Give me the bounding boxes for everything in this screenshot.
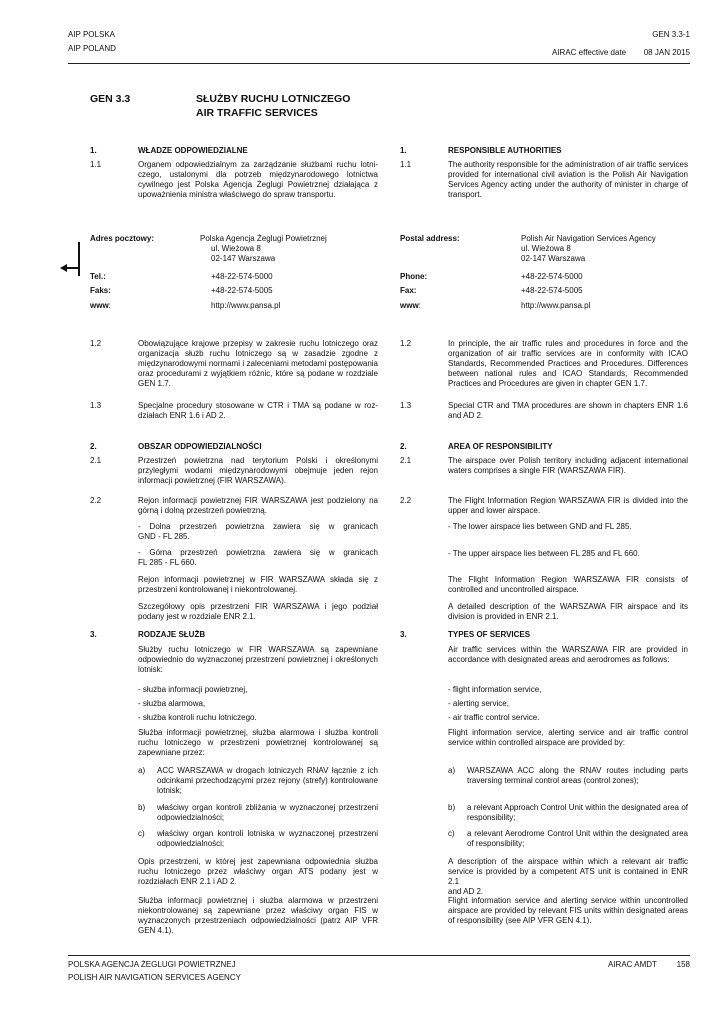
line: czego, ustalonymi dla potrzeb międzynarodowego lotnictwa (138, 170, 378, 179)
en-www-text: www (400, 301, 419, 310)
line: service within controlled airspace are provided by: (448, 738, 625, 747)
pl-p3a (138, 645, 378, 675)
line: zapewniane przez: (138, 748, 205, 757)
line: Opis przestrzeni, w której jest zapewniana odpowiednia służba (138, 857, 378, 866)
header-org-pl: AIP POLSKA (68, 30, 115, 39)
line: Rejon informacji powietrznej FIR WARSZAWA jest podzielony na (138, 496, 378, 505)
en-p3c (467, 766, 688, 786)
line: transport. (448, 190, 482, 199)
line: The Flight Information Region WARSZAWA FIR is divided into the (448, 496, 688, 505)
en-www-link[interactable]: http://www.pansa.pl (521, 301, 591, 310)
line: międzynarodowymi normami i zaleceniami metodami postępowania (138, 359, 378, 368)
pl-p12-num: 1.2 (90, 339, 102, 348)
en-p3-item-1: - flight information service, (448, 685, 542, 694)
en-p3d-marker: b) (448, 803, 456, 812)
en-p12 (448, 339, 688, 389)
pl-p3d-marker: b) (138, 803, 146, 812)
pl-p22-num: 2.2 (90, 496, 102, 505)
pl-p3c (157, 766, 378, 796)
line: Air traffic services within the WARSZAWA FIR are provided in (448, 645, 688, 654)
line: Polska Agencja Żeglugi Powietrznej (200, 234, 327, 243)
pl-p3d (157, 803, 378, 823)
line: ruchu lotniczego przez właściwy organ ATS podany jest w (138, 867, 378, 876)
en-p11-num: 1.1 (400, 160, 412, 169)
line: górną i dolną przestrzeń powietrzną. (138, 506, 267, 515)
en-p3g (448, 896, 688, 926)
footer-amdt-label: AIRAC AMDT (608, 960, 657, 969)
line: GND - FL 285. (138, 532, 190, 541)
pl-p3-item-2: - służba alarmowa, (138, 699, 206, 708)
line: division is provided in ENR 2.1. (448, 612, 559, 621)
header-rule (68, 63, 690, 64)
pl-p3f (138, 857, 378, 887)
pl-p13-num: 1.3 (90, 401, 102, 410)
pl-www-label (90, 301, 111, 311)
line: ul. Wieżowa 8 (521, 244, 571, 253)
line: of responsibility; (467, 839, 525, 848)
line: Szczegółowy opis przestrzeni FIR WARSZAWA i jego podział (138, 602, 378, 611)
header-page-id: GEN 3.3-1 (652, 30, 690, 39)
line: Służby ruchu lotniczego w FIR WARSZAWA są zapewniane (138, 645, 378, 654)
header-org-en: AIP POLAND (68, 44, 116, 53)
en-fax-label: Fax: (400, 286, 417, 295)
en-p3f (448, 857, 688, 897)
en-p22a: - The lower airspace lies between GND and FL 285. (448, 522, 632, 531)
line: ul. Wieżowa 8 (211, 244, 261, 253)
en-p22c (448, 575, 688, 595)
pl-p22d (138, 602, 378, 622)
en-www-label (400, 301, 421, 311)
en-www-colon: : (418, 301, 421, 310)
en-p21-num: 2.1 (400, 456, 412, 465)
line: airspace are provided by relevant FIS units within designated areas (448, 906, 688, 915)
line: a relevant Aerodrome Control Unit within the designated area (467, 829, 688, 838)
pl-p22c (138, 575, 378, 595)
line: In principle, the air traffic rules and procedures in force and the (448, 339, 688, 348)
line: przestrzeni kontrolowanej i niekontrolowanej. (138, 585, 298, 594)
line: and AD 2. (448, 411, 484, 420)
pl-p12 (138, 339, 378, 389)
en-p21 (448, 456, 688, 476)
line: Standards, Recommended Practices and Procedures. Differences (448, 359, 688, 368)
pl-p3-item-3: - służba kontroli ruchu lotniczego. (138, 713, 257, 722)
line: podany jest w rozdziale ENR 2.1. (138, 612, 256, 621)
line: traversing terminal control areas (control zones); (467, 776, 639, 785)
line: service is provided by a competent ATS unit is contained in ENR 2.1 (448, 867, 688, 886)
line: cywilnego jest Polska Agencja Żeglugi Powietrznej działająca z (138, 180, 378, 189)
line: Flight information service, alerting service and air traffic control (448, 728, 688, 737)
en-p3-item-3: - air traffic control service. (448, 713, 540, 722)
line: A description of the airspace within which a relevant air traffic (448, 857, 688, 866)
en-p3e (467, 829, 688, 849)
en-s1-num: 1. (400, 146, 407, 155)
pl-s1-num: 1. (90, 146, 97, 155)
line: Services Agency acting under the authority of minister in charge of (448, 180, 688, 189)
line: between national rules and ICAO Standards, Recommended (448, 369, 688, 378)
pl-fax: +48-22-574-5005 (211, 286, 273, 295)
line: działach ENR 1.6 i AD 2. (138, 411, 226, 420)
line: Specjalne procedury stosowane w CTR i TMA są podane w roz- (138, 401, 378, 410)
en-s2-num: 2. (400, 442, 407, 451)
pl-p3-item-1: - służba informacji powietrznej, (138, 685, 248, 694)
pl-s2-num: 2. (90, 442, 97, 451)
pl-www-colon: : (108, 301, 111, 310)
pl-p11-num: 1.1 (90, 160, 102, 169)
pl-address (200, 234, 327, 264)
pl-s2-heading: OBSZAR ODPOWIEDZIALNOŚCI (138, 442, 262, 451)
en-p11 (448, 160, 688, 200)
line: lotnisk: (138, 665, 163, 674)
line: a relevant Approach Control Unit within the designated area of (467, 803, 688, 812)
pl-p3b (138, 728, 378, 758)
en-fax: +48-22-574-5005 (521, 286, 583, 295)
pl-address-label: Adres pocztowy: (90, 234, 155, 243)
en-s3-heading: TYPES OF SERVICES (448, 630, 531, 639)
en-p12-num: 1.2 (400, 339, 412, 348)
line: ruchu lotniczego w przestrzeni powietrznej kontrolowanej są (138, 738, 378, 747)
pl-s1-heading: WŁADZE ODPOWIEDZIALNE (138, 146, 248, 155)
en-p22d (448, 602, 688, 622)
line: FL 285 - FL 660. (138, 558, 197, 567)
line: 02-147 Warszawa (211, 254, 276, 263)
footer-org-en: POLISH AIR NAVIGATION SERVICES AGENCY (68, 973, 241, 982)
change-arrow-icon (60, 264, 80, 275)
title-pl: SŁUŻBY RUCHU LOTNICZEGO (196, 93, 351, 105)
pl-p3e-marker: c) (138, 829, 145, 838)
line: właściwy organ kontroli lotniska w wyznaczonej przestrzeni (157, 829, 378, 838)
line: - Dolna przestrzeń powietrzna zawiera się w granicach (138, 522, 378, 531)
line: waters comprises a single FIR (WARSZAWA FIR). (448, 466, 626, 475)
line: odpowiedzialności; (157, 839, 225, 848)
line: właściwy organ kontroli zbliżania w wyznaczonej przestrzeni (157, 803, 378, 812)
pl-fax-label: Faks: (90, 286, 111, 295)
en-tel-label: Phone: (400, 272, 428, 281)
pl-p21 (138, 456, 378, 486)
line: niekontrolowanej są zapewniane przez właściwy organ FIS w (138, 906, 378, 915)
pl-p22b (138, 548, 378, 568)
pl-tel: +48-22-574-5000 (211, 272, 273, 281)
en-p3a (448, 645, 688, 665)
line: A detailed description of the WARSZAWA FIR airspace and its (448, 602, 688, 611)
pl-p13 (138, 401, 378, 421)
line: The airspace over Polish territory including adjacent international (448, 456, 688, 465)
line: Obowiązujące krajowe przepisy w zakresie ruchu lotniczego oraz (138, 339, 378, 348)
line: organization of air traffic services are in conformity with ICAO (448, 349, 688, 358)
line: and AD 2. (448, 887, 484, 896)
pl-p11 (138, 160, 378, 200)
en-p22b: - The upper airspace lies between FL 285 and FL 660. (448, 549, 640, 558)
line: Practices and Procedures are given in chapter GEN 1.7. (448, 379, 648, 388)
title-en: AIR TRAFFIC SERVICES (196, 107, 318, 119)
line: provided for international civil aviation is the Polish Air Navigation (448, 170, 688, 179)
pl-p22 (138, 496, 378, 516)
pl-www-text: www (90, 301, 109, 310)
pl-s3-num: 3. (90, 630, 97, 639)
en-p3c-marker: a) (448, 766, 456, 775)
header-effective-label: AIRAC effective date (552, 48, 627, 57)
pl-s3-heading: RODZAJE SŁUŻB (138, 630, 206, 639)
pl-p21-num: 2.1 (90, 456, 102, 465)
line: informacji powietrznej (FIR WARSZAWA). (138, 476, 287, 485)
line: - Górna przestrzeń powietrzna zawiera się w granicach (138, 548, 378, 557)
en-p3-item-2: - alerting service, (448, 699, 509, 708)
footer-amdt-number: 158 (676, 960, 690, 969)
line: oraz procedurami z wyjątkiem różnic, które są podane w rozdziale (138, 369, 378, 378)
line: Służba informacji powietrznej i służba alarmowa w przestrzeni (138, 896, 378, 905)
en-s2-heading: AREA OF RESPONSIBILITY (448, 442, 553, 451)
en-p3e-marker: c) (448, 829, 455, 838)
line: Special CTR and TMA procedures are shown in chapters ENR 1.6 (448, 401, 688, 410)
line: odpowiednio do wyznaczonej przestrzeni powietrznej i określonych (138, 655, 378, 664)
line: The Flight Information Region WARSZAWA FIR consists of (448, 575, 688, 584)
line: of responsibility (see AIP VFR GEN 4.1). (448, 916, 592, 925)
line: ACC WARSZAWA w drogach lotniczych RNAV łącznie z ich (157, 766, 378, 775)
line: controlled and uncontrolled airspace. (448, 585, 579, 594)
line: Flight information service and alerting service within uncontrolled (448, 896, 688, 905)
line: odcinkami przechodzącymi przez rejony (strefy) kontrolowane (157, 776, 378, 785)
line: organizacja służb ruchu lotniczego są w zasadzie zgodne z (138, 349, 378, 358)
pl-p3e (157, 829, 378, 849)
en-p3b (448, 728, 688, 748)
en-p22-num: 2.2 (400, 496, 412, 505)
header-effective-date: 08 JAN 2015 (643, 48, 690, 57)
en-p22 (448, 496, 688, 516)
en-address-label: Postal address: (400, 234, 460, 243)
line: 02-147 Warszawa (521, 254, 586, 263)
line: przyległymi wodami międzynarodowymi obejmuje jeden rejon (138, 466, 378, 475)
en-p13 (448, 401, 688, 421)
line: WARSZAWA ACC along the RNAV routes including parts (467, 766, 688, 775)
en-s3-num: 3. (400, 630, 407, 639)
line: GEN 4.1). (138, 926, 174, 935)
en-s1-heading: RESPONSIBLE AUTHORITIES (448, 146, 562, 155)
line: Polish Air Navigation Services Agency (521, 234, 656, 243)
footer-rule (68, 955, 690, 956)
line: responsibility; (467, 813, 516, 822)
line: Rejon informacji powietrznej w FIR WARSZAWA składa się z (138, 575, 378, 584)
line: odpowiedzialności; (157, 813, 225, 822)
footer-org-pl: POLSKA AGENCJA ŻEGLUGI POWIETRZNEJ (68, 960, 236, 969)
en-tel: +48-22-574-5000 (521, 272, 583, 281)
line: Przestrzeń powietrzna nad terytorium Polski i określonymi (138, 456, 378, 465)
line: Organem odpowiedzialnym za zarządzanie służbami ruchu lotni- (138, 160, 378, 169)
pl-p22a (138, 522, 378, 542)
line: wyznaczonych przestrzeniach odpowiedzialności (patrz AIP VFR (138, 916, 378, 925)
line: upper and lower airspace. (448, 506, 541, 515)
line: upoważnienia ministra właściwego do spraw transportu. (138, 190, 336, 199)
section-number: GEN 3.3 (90, 93, 131, 105)
line: lotnisk; (157, 786, 182, 795)
pl-tel-label: Tel.: (90, 272, 106, 281)
line: Służba informacji powietrznej, służba alarmowa i służba kontroli (138, 728, 378, 737)
pl-p3g (138, 896, 378, 936)
en-address (521, 234, 656, 264)
line: accordance with designated areas and aerodromes as follows: (448, 655, 670, 664)
pl-www-link[interactable]: http://www.pansa.pl (211, 301, 281, 310)
pl-p3c-marker: a) (138, 766, 146, 775)
line: rozdziałach ENR 2.1 i AD 2. (138, 877, 237, 886)
line: The authority responsible for the administration of air traffic services (448, 160, 688, 169)
en-p3d (467, 803, 688, 823)
line: GEN 1.7. (138, 379, 171, 388)
en-p13-num: 1.3 (400, 401, 412, 410)
